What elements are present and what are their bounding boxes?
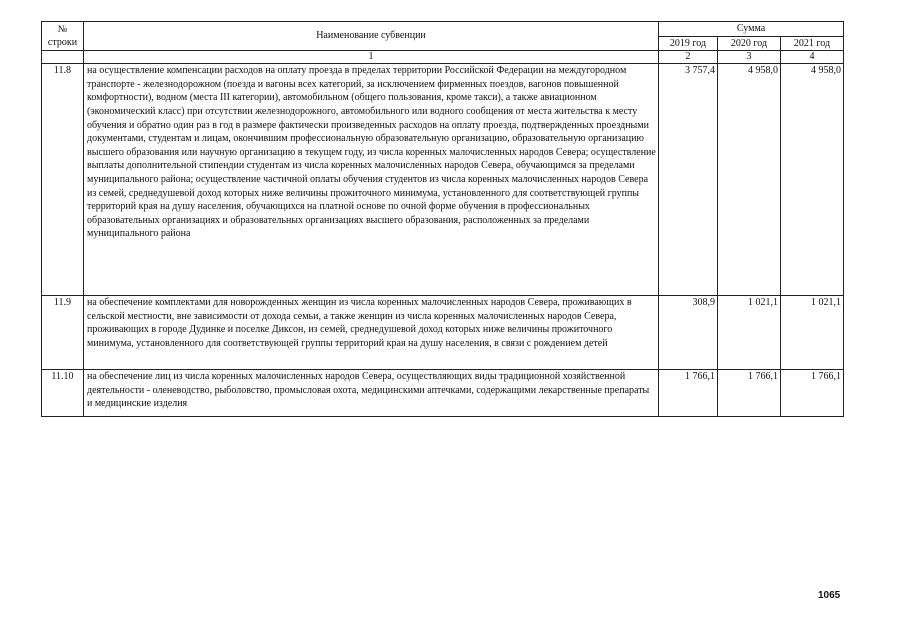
row-number: 11.9 bbox=[42, 296, 84, 370]
header-year-2020: 2020 год bbox=[718, 36, 781, 51]
column-numbering-row bbox=[42, 51, 844, 64]
row-number: 11.8 bbox=[42, 64, 84, 296]
header-year-2019: 2019 год bbox=[659, 36, 718, 51]
table-row bbox=[42, 296, 844, 370]
header-row-number-line2: строки bbox=[47, 37, 78, 48]
subvention-description: на обеспечение лиц из числа коренных малочисленных народов Севера, осуществляющих виды традиционной хозяйственной деятельности - оленеводство, рыболовство, промысловая охота, медицинскими аптечками, содержащими лекарственные препараты и медицинские изделия bbox=[84, 370, 659, 417]
row-number: 11.10 bbox=[42, 370, 84, 417]
amount-2020: 4 958,0 bbox=[718, 64, 781, 296]
column-number-3: 3 bbox=[718, 51, 781, 64]
header-row-number-line1: № bbox=[57, 24, 68, 35]
column-number-blank bbox=[42, 51, 84, 64]
table-row bbox=[42, 370, 844, 417]
column-number-1: 1 bbox=[84, 51, 659, 64]
page-number: 1065 bbox=[818, 590, 841, 601]
amount-2020: 1 021,1 bbox=[718, 296, 781, 370]
header-row-1 bbox=[42, 22, 844, 37]
header-row-number bbox=[42, 22, 84, 51]
header-sum: Сумма bbox=[659, 22, 844, 37]
amount-2021: 1 766,1 bbox=[781, 370, 844, 417]
amount-2019: 1 766,1 bbox=[659, 370, 718, 417]
subvention-description: на осуществление компенсации расходов на оплату проезда в пределах территории Российской Федерации на междугородном транспорте - железнодорожном (поезда и вагоны всех категорий, за исключением фирменных поездов, вагонов повышенной комфортности), водном (места III категории), автомобильном (общего пользования, кроме такси), а также авиационном (экономический класс) при отсутствии железнодорожного, автомобильного или водного сообщения от места жительства к месту обучения и обратно один раз в год в размере фактически произведенных расходов на оплату проезда, подтвержденных проездными документами, студентам и лицам, окончившим профессиональную образовательную организацию, образовательную организацию высшего образования или научную организацию в текущем году, из числа коренных малочисленных народов Севера; осуществление выплаты дополнительной стипендии студентам из числа коренных малочисленных народов Севера, обучающимся за пределами муниципального района; осуществление частичной оплаты обучения студентов из числа коренных малочисленных народов Севера из семей, среднедушевой доход которых ниже величины прожиточного минимума, установленного для соответствующей группы территорий края на душу населения, обучающихся на платной основе по очной форме обучения в профессиональных образовательных организациях и образовательных организациях высшего образования, расположенных за пределами муниципального района bbox=[84, 64, 659, 296]
header-year-2021: 2021 год bbox=[781, 36, 844, 51]
amount-2021: 1 021,1 bbox=[781, 296, 844, 370]
subventions-table bbox=[41, 21, 844, 417]
column-number-2: 2 bbox=[659, 51, 718, 64]
column-number-4: 4 bbox=[781, 51, 844, 64]
subvention-description: на обеспечение комплектами для новорожденных женщин из числа коренных малочисленных народов Севера, проживающих в сельской местности, вне зависимости от дохода семьи, а также женщин из числа коренных малочисленных народов Севера, проживающих в городе Дудинке и поселке Диксон, из семей, среднедушевой доход которых ниже величины прожиточного минимума, установленного для соответствующей группы территорий края на душу населения, в связи с рождением детей bbox=[84, 296, 659, 370]
table-row bbox=[42, 64, 844, 296]
header-subvention-name: Наименование субвенции bbox=[84, 22, 659, 51]
amount-2019: 3 757,4 bbox=[659, 64, 718, 296]
amount-2019: 308,9 bbox=[659, 296, 718, 370]
amount-2020: 1 766,1 bbox=[718, 370, 781, 417]
amount-2021: 4 958,0 bbox=[781, 64, 844, 296]
